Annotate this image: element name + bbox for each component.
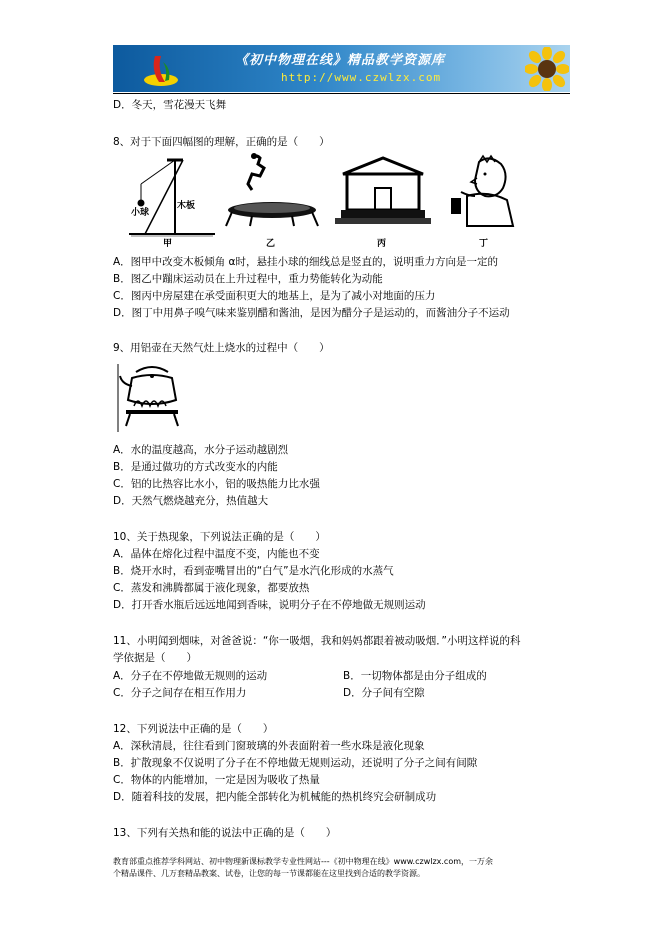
q11-option-b: B．一切物体都是由分子组成的 [343, 670, 487, 682]
q13-stem: 13、下列有关热和能的说法中正确的是（ ） [113, 827, 337, 839]
banner-title: 《初中物理在线》精品教学资源库 [235, 53, 446, 68]
figure-yi [222, 152, 322, 248]
q8-option-d: D．图丁中用鼻子嗅气味来鉴别醋和酱油，是因为醋分子是运动的，而酱油分子不运动 [113, 307, 510, 319]
figure-bing [333, 152, 433, 248]
q12-option-d: D．随着科技的发展，把内能全部转化为机械能的热机终究会研制成功 [113, 791, 437, 803]
label-bing: 丙 [377, 239, 387, 248]
q11-stem-line2: 学依据是（ ） [113, 652, 197, 664]
figure-jia [127, 152, 217, 248]
q9-option-d: D．天然气燃烧越充分，热值越大 [113, 495, 269, 507]
q11-stem-line1: 11、小明闻到烟味，对爸爸说：“你一吸烟，我和妈妈都跟着被动吸烟．”小明这样说的科 [113, 635, 521, 647]
q8-option-a: A．图甲中改变木板倾角 α时，悬挂小球的细线总是竖直的，说明重力方向是一定的 [113, 256, 498, 268]
label-ball: 小球 [131, 208, 150, 218]
q9-stem: 9、用铝壶在天然气灶上烧水的过程中（ ） [113, 342, 330, 354]
site-logo-icon [141, 50, 181, 88]
footer-line2: 个精品课件、几万套精品教案、试卷，让您的每一节课都能在这里找到合适的教学资源。 [113, 869, 425, 878]
q11-option-a: A．分子在不停地做无规则的运动 [113, 670, 268, 682]
q11-option-d: D．分子间有空隙 [343, 687, 425, 699]
q7-option-d: D．冬天，雪花漫天飞舞 [113, 99, 227, 111]
q9-option-c: C．铝的比热容比水小，铝的吸热能力比水强 [113, 478, 320, 490]
q8-option-b: B．图乙中蹦床运动员在上升过程中，重力势能转化为动能 [113, 273, 383, 285]
figure-ding [443, 152, 523, 248]
label-board: 木板 [177, 201, 196, 211]
q9-option-b: B．是通过做功的方式改变水的内能 [113, 461, 278, 473]
q10-option-a: A．晶体在熔化过程中温度不变，内能也不变 [113, 548, 320, 560]
q11-option-c: C．分子之间存在相互作用力 [113, 687, 247, 699]
q9-option-a: A．水的温度越高，水分子运动越剧烈 [113, 444, 289, 456]
label-jia: 甲 [163, 239, 173, 248]
q8-option-c: C．图丙中房屋建在承受面积更大的地基上，是为了减小对地面的压力 [113, 290, 436, 302]
footer-line1: 教育部重点推荐学科网站、初中物理新课标教学专业性网站---《初中物理在线》www.czwlzx.com，一万余 [113, 857, 494, 866]
figure-kettle [114, 360, 190, 436]
header-banner [113, 45, 570, 92]
sunflower-icon [525, 47, 569, 91]
q12-option-b: B．扩散现象不仅说明了分子在不停地做无规则运动，还说明了分子之间有间隙 [113, 757, 478, 769]
q10-option-b: B．烧开水时，看到壶嘴冒出的“白气”是水汽化形成的水蒸气 [113, 565, 394, 577]
banner-url[interactable]: http://www.czwlzx.com [281, 71, 442, 84]
q10-stem: 10、关于热现象，下列说法正确的是（ ） [113, 531, 326, 543]
q10-option-c: C．蒸发和沸腾都属于液化现象，都要放热 [113, 582, 310, 594]
q12-stem: 12、下列说法中正确的是（ ） [113, 723, 274, 735]
q12-option-a: A．深秋清晨，往往看到门窗玻璃的外表面附着一些水珠是液化现象 [113, 740, 425, 752]
q12-option-c: C．物体的内能增加，一定是因为吸收了热量 [113, 774, 320, 786]
header-rule [113, 93, 570, 94]
label-yi: 乙 [266, 239, 276, 248]
q10-option-d: D．打开香水瓶后远远地闻到香味，说明分子在不停地做无规则运动 [113, 599, 426, 611]
q8-stem: 8、对于下面四幅图的理解，正确的是（ ） [113, 136, 330, 148]
label-ding: 丁 [479, 239, 489, 248]
